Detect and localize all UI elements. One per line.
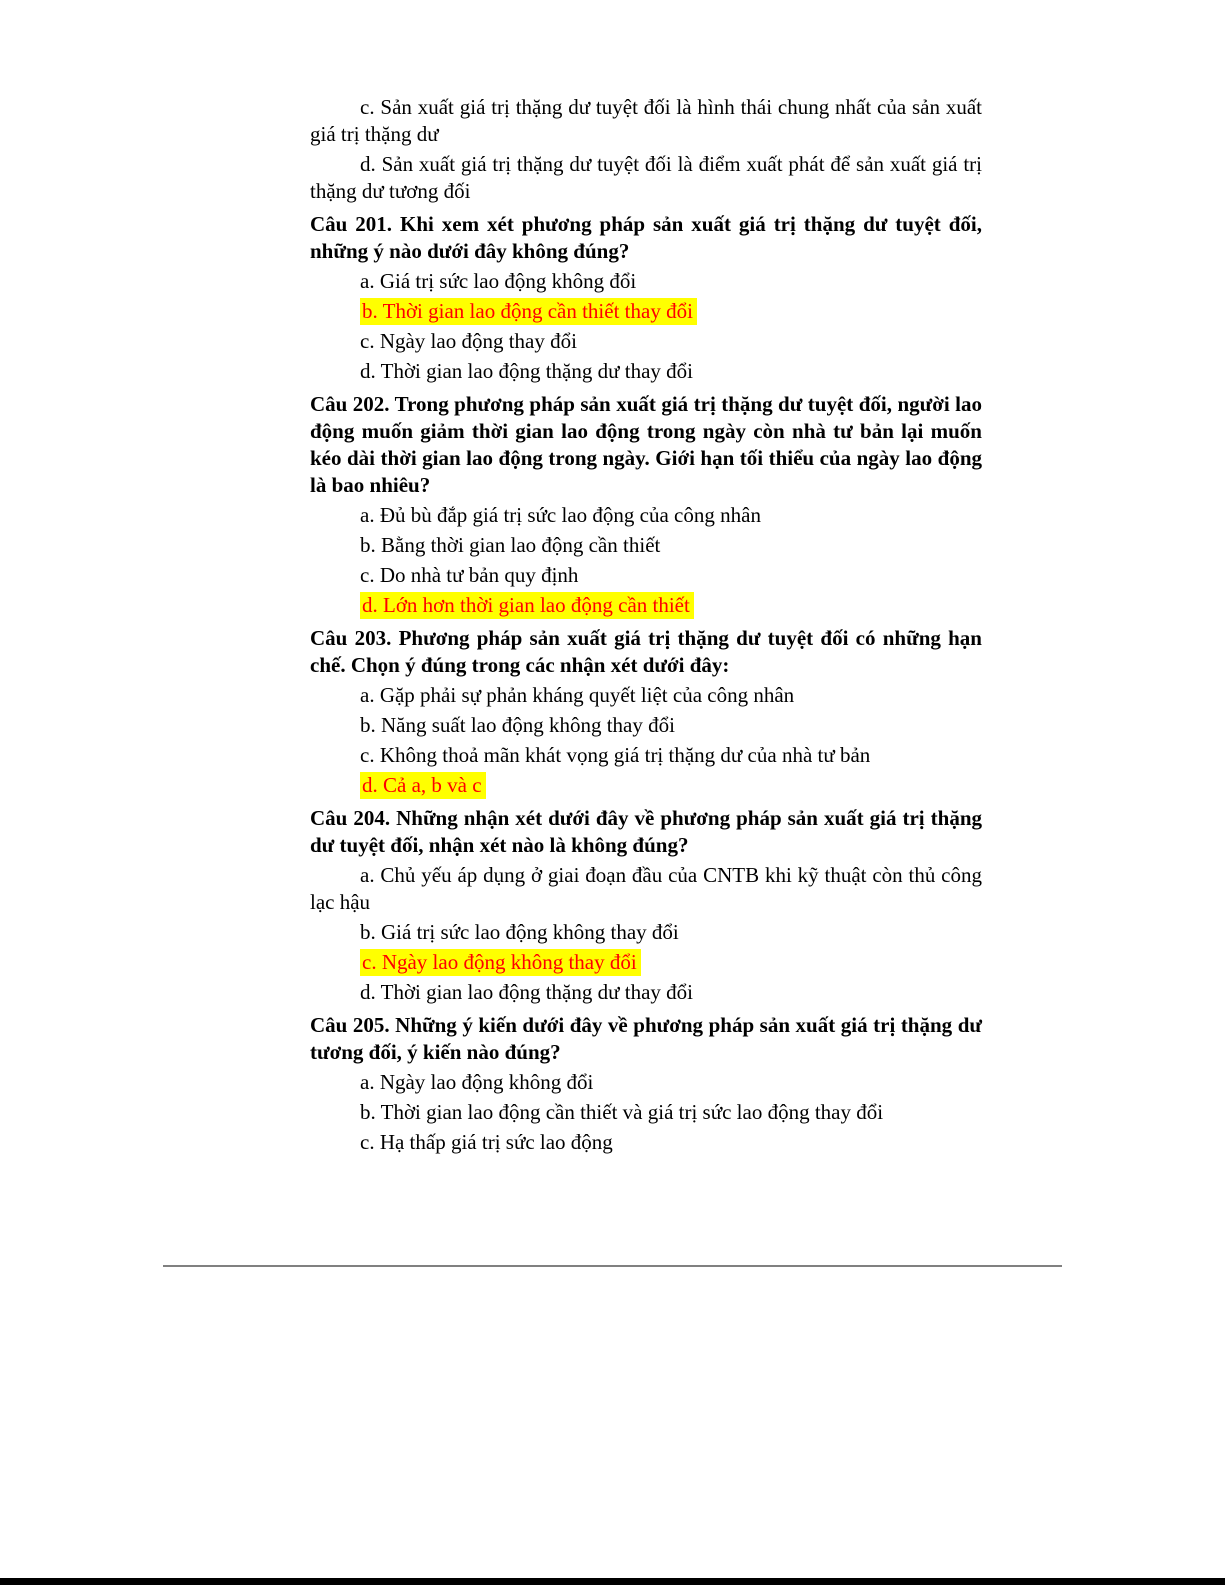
question-203-heading: Câu 203. Phương pháp sản xuất giá trị thặng dư tuyệt đối có những hạn chế. Chọn ý đúng trong các nhận xét dưới đây: — [310, 626, 982, 677]
question-203-option-a: a. Gặp phải sự phản kháng quyết liệt của công nhân — [360, 683, 795, 707]
horizontal-rule — [163, 1265, 1062, 1267]
intro-option-d: d. Sản xuất giá trị thặng dư tuyệt đối là điểm xuất phát để sản xuất giá trị thặng dư tương đối — [310, 152, 982, 203]
question-202-option-c: c. Do nhà tư bản quy định — [360, 563, 579, 587]
question-201-option-c: c. Ngày lao động thay đổi — [360, 329, 577, 353]
question-205-heading: Câu 205. Những ý kiến dưới đây về phương pháp sản xuất giá trị thặng dư tương đối, ý kiến nào đúng? — [310, 1013, 982, 1064]
question-202-option-a: a. Đủ bù đắp giá trị sức lao động của công nhân — [360, 503, 761, 527]
question-202-heading: Câu 202. Trong phương pháp sản xuất giá trị thặng dư tuyệt đối, người lao động muốn giảm thời gian lao động trong ngày còn nhà tư bản lại muốn kéo dài thời gian lao động trong ngày. Giới hạn tối thiểu của ngày lao động là bao nhiêu? — [310, 392, 982, 497]
highlighted-answer: c. Ngày lao động không thay đổi — [360, 949, 641, 976]
question-203-option-d — [310, 772, 982, 799]
question-205-option-b: b. Thời gian lao động cần thiết và giá trị sức lao động thay đổi — [360, 1100, 884, 1124]
question-204-option-a: a. Chủ yếu áp dụng ở giai đoạn đầu của CNTB khi kỹ thuật còn thủ công lạc hậu — [310, 863, 982, 914]
question-201-option-d: d. Thời gian lao động thặng dư thay đổi — [360, 359, 693, 383]
question-201-option-b — [310, 298, 982, 325]
highlighted-answer: d. Cả a, b và c — [360, 772, 486, 799]
question-203-option-c: c. Không thoả mãn khát vọng giá trị thặng dư của nhà tư bản — [360, 743, 871, 767]
page-bottom-edge — [0, 1578, 1225, 1585]
question-201-heading: Câu 201. Khi xem xét phương pháp sản xuất giá trị thặng dư tuyệt đối, những ý nào dưới đây không đúng? — [310, 212, 982, 263]
document-page — [310, 0, 982, 1159]
question-204-option-b: b. Giá trị sức lao động không thay đổi — [360, 920, 679, 944]
highlighted-answer: d. Lớn hơn thời gian lao động cần thiết — [360, 592, 694, 619]
question-202-option-d — [310, 592, 982, 619]
question-201-option-a: a. Giá trị sức lao động không đổi — [360, 269, 637, 293]
question-205-option-c: c. Hạ thấp giá trị sức lao động — [360, 1130, 613, 1154]
question-202-option-b: b. Bằng thời gian lao động cần thiết — [360, 533, 661, 557]
question-204-heading: Câu 204. Những nhận xét dưới đây về phương pháp sản xuất giá trị thặng dư tuyệt đối, nhận xét nào là không đúng? — [310, 806, 982, 857]
question-205-option-a: a. Ngày lao động không đổi — [360, 1070, 594, 1094]
question-204-option-c — [310, 949, 982, 976]
question-204-option-d: d. Thời gian lao động thặng dư thay đổi — [360, 980, 693, 1004]
question-203-option-b: b. Năng suất lao động không thay đổi — [360, 713, 675, 737]
intro-option-c: c. Sản xuất giá trị thặng dư tuyệt đối là hình thái chung nhất của sản xuất giá trị thặng dư — [310, 95, 982, 146]
highlighted-answer: b. Thời gian lao động cần thiết thay đổi — [360, 298, 697, 325]
